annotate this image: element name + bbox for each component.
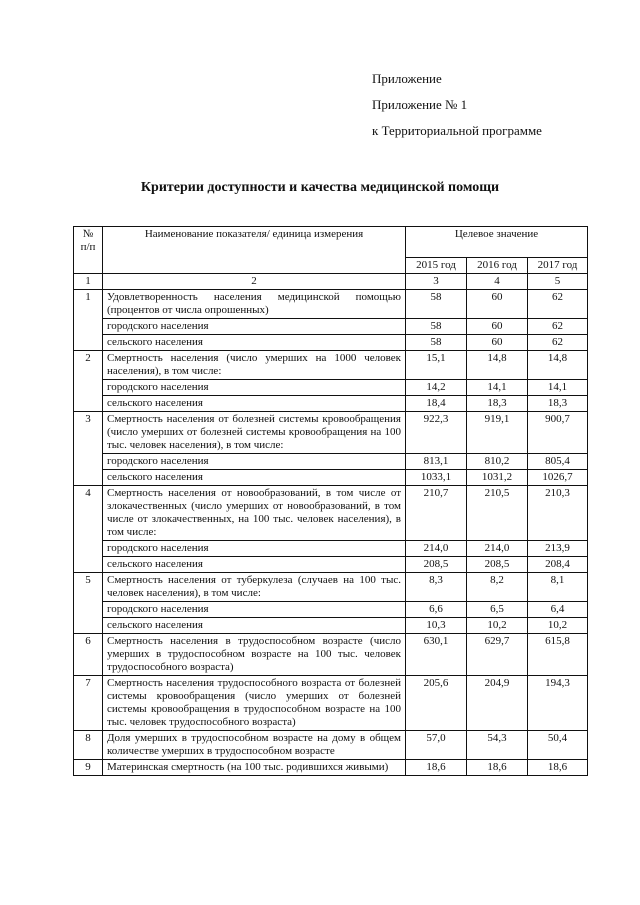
target-value-2016: 208,5	[467, 557, 528, 573]
table-row	[74, 731, 588, 760]
indicator-subgroup: городского населения	[103, 319, 406, 335]
target-value-2017: 62	[528, 335, 588, 351]
target-value-2017: 10,2	[528, 618, 588, 634]
column-header-year-2017: 2017 год	[528, 258, 588, 274]
appendix-line-3: к Территориальной программе	[372, 123, 542, 138]
table-row	[74, 335, 588, 351]
appendix-line-2: Приложение № 1	[372, 97, 468, 112]
target-value-2015: 18,6	[406, 760, 467, 776]
table-row	[74, 541, 588, 557]
target-value-2017: 900,7	[528, 412, 588, 454]
indicator-subgroup: городского населения	[103, 380, 406, 396]
target-value-2015: 205,6	[406, 676, 467, 731]
column-header-name: Наименование показателя/ единица измерения	[103, 227, 406, 274]
target-value-2016: 6,5	[467, 602, 528, 618]
target-value-2016: 919,1	[467, 412, 528, 454]
indicator-name: Смертность населения в трудоспособном возрасте (число умерших в трудоспособном возрасте на 100 тыс. человек трудоспособного возраста)	[103, 634, 406, 676]
target-value-2016: 10,2	[467, 618, 528, 634]
target-value-2017: 18,3	[528, 396, 588, 412]
target-value-2015: 922,3	[406, 412, 467, 454]
indicator-subgroup: сельского населения	[103, 335, 406, 351]
document-title: Критерии доступности и качества медицинской помощи	[140, 180, 500, 195]
target-value-2015: 58	[406, 335, 467, 351]
target-value-2017: 1026,7	[528, 470, 588, 486]
indicator-name: Смертность населения (число умерших на 1000 человек населения), в том числе:	[103, 351, 406, 380]
table-row	[74, 319, 588, 335]
index-cell: 3	[406, 274, 467, 290]
table-row	[74, 454, 588, 470]
table-row	[74, 676, 588, 731]
appendix-header	[372, 66, 542, 144]
target-value-2016: 18,6	[467, 760, 528, 776]
indicator-name: Смертность населения от новообразований, в том числе от злокачественных (число умерших от новообразований, в том числе от злокачественных, на 100 тыс. человек населения), в том числе:	[103, 486, 406, 541]
target-value-2017: 805,4	[528, 454, 588, 470]
table-row	[74, 634, 588, 676]
target-value-2017: 615,8	[528, 634, 588, 676]
table-row	[74, 557, 588, 573]
target-value-2015: 58	[406, 319, 467, 335]
table-row	[74, 760, 588, 776]
target-value-2015: 208,5	[406, 557, 467, 573]
target-value-2016: 1031,2	[467, 470, 528, 486]
indicator-subgroup: городского населения	[103, 454, 406, 470]
index-cell: 4	[467, 274, 528, 290]
indicator-subgroup: городского населения	[103, 602, 406, 618]
indicator-subgroup: сельского населения	[103, 470, 406, 486]
index-cell: 5	[528, 274, 588, 290]
target-value-2015: 18,4	[406, 396, 467, 412]
target-value-2016: 14,8	[467, 351, 528, 380]
table-row	[74, 412, 588, 454]
index-cell: 2	[103, 274, 406, 290]
target-value-2016: 60	[467, 335, 528, 351]
target-value-2016: 629,7	[467, 634, 528, 676]
indicator-subgroup: сельского населения	[103, 396, 406, 412]
target-value-2017: 6,4	[528, 602, 588, 618]
row-number: 9	[74, 760, 103, 776]
row-number: 7	[74, 676, 103, 731]
target-value-2017: 14,1	[528, 380, 588, 396]
column-header-year-2016: 2016 год	[467, 258, 528, 274]
target-value-2017: 213,9	[528, 541, 588, 557]
target-value-2015: 210,7	[406, 486, 467, 541]
target-value-2015: 813,1	[406, 454, 467, 470]
criteria-table-body	[74, 290, 588, 776]
row-number: 4	[74, 486, 103, 573]
row-number: 8	[74, 731, 103, 760]
target-value-2016: 54,3	[467, 731, 528, 760]
row-number: 2	[74, 351, 103, 412]
table-row	[74, 602, 588, 618]
criteria-table	[73, 226, 588, 776]
target-value-2017: 14,8	[528, 351, 588, 380]
target-value-2016: 18,3	[467, 396, 528, 412]
target-value-2015: 1033,1	[406, 470, 467, 486]
indicator-name: Смертность населения трудоспособного возраста от болезней системы кровообращения (число умерших от болезней системы кровообращения в трудоспособном возрасте на 100 тыс. человек трудоспособного возраста)	[103, 676, 406, 731]
target-value-2017: 194,3	[528, 676, 588, 731]
indicator-subgroup: городского населения	[103, 541, 406, 557]
table-row	[74, 486, 588, 541]
indicator-name: Удовлетворенность населения медицинской помощью (процентов от числа опрошенных)	[103, 290, 406, 319]
target-value-2017: 210,3	[528, 486, 588, 541]
table-row	[74, 290, 588, 319]
target-value-2016: 14,1	[467, 380, 528, 396]
target-value-2017: 50,4	[528, 731, 588, 760]
target-value-2016: 810,2	[467, 454, 528, 470]
index-cell: 1	[74, 274, 103, 290]
target-value-2016: 60	[467, 290, 528, 319]
target-value-2017: 208,4	[528, 557, 588, 573]
target-value-2015: 214,0	[406, 541, 467, 557]
target-value-2016: 60	[467, 319, 528, 335]
table-row	[74, 618, 588, 634]
target-value-2015: 58	[406, 290, 467, 319]
indicator-name: Материнская смертность (на 100 тыс. родившихся живыми)	[103, 760, 406, 776]
target-value-2015: 6,6	[406, 602, 467, 618]
target-value-2015: 630,1	[406, 634, 467, 676]
target-value-2015: 8,3	[406, 573, 467, 602]
indicator-name: Доля умерших в трудоспособном возрасте на дому в общем количестве умерших в трудоспособном возрасте	[103, 731, 406, 760]
indicator-subgroup: сельского населения	[103, 618, 406, 634]
column-header-number: № п/п	[74, 227, 103, 274]
target-value-2015: 14,2	[406, 380, 467, 396]
column-header-year-2015: 2015 год	[406, 258, 467, 274]
target-value-2016: 204,9	[467, 676, 528, 731]
target-value-2015: 10,3	[406, 618, 467, 634]
column-header-target: Целевое значение	[406, 227, 588, 258]
target-value-2017: 18,6	[528, 760, 588, 776]
target-value-2017: 62	[528, 319, 588, 335]
column-index-row	[74, 274, 588, 290]
target-value-2016: 214,0	[467, 541, 528, 557]
indicator-name: Смертность населения от болезней системы кровообращения (число умерших от болезней системы кровообращения на 100 тыс. человек населения), в том числе:	[103, 412, 406, 454]
target-value-2015: 57,0	[406, 731, 467, 760]
indicator-subgroup: сельского населения	[103, 557, 406, 573]
row-number: 5	[74, 573, 103, 634]
table-row	[74, 351, 588, 380]
table-row	[74, 380, 588, 396]
target-value-2016: 210,5	[467, 486, 528, 541]
target-value-2016: 8,2	[467, 573, 528, 602]
target-value-2017: 8,1	[528, 573, 588, 602]
row-number: 1	[74, 290, 103, 351]
row-number: 3	[74, 412, 103, 486]
table-row	[74, 573, 588, 602]
table-row	[74, 470, 588, 486]
appendix-line-1: Приложение	[372, 71, 442, 86]
target-value-2017: 62	[528, 290, 588, 319]
row-number: 6	[74, 634, 103, 676]
table-row	[74, 396, 588, 412]
indicator-name: Смертность населения от туберкулеза (случаев на 100 тыс. человек населения), в том числе:	[103, 573, 406, 602]
target-value-2015: 15,1	[406, 351, 467, 380]
